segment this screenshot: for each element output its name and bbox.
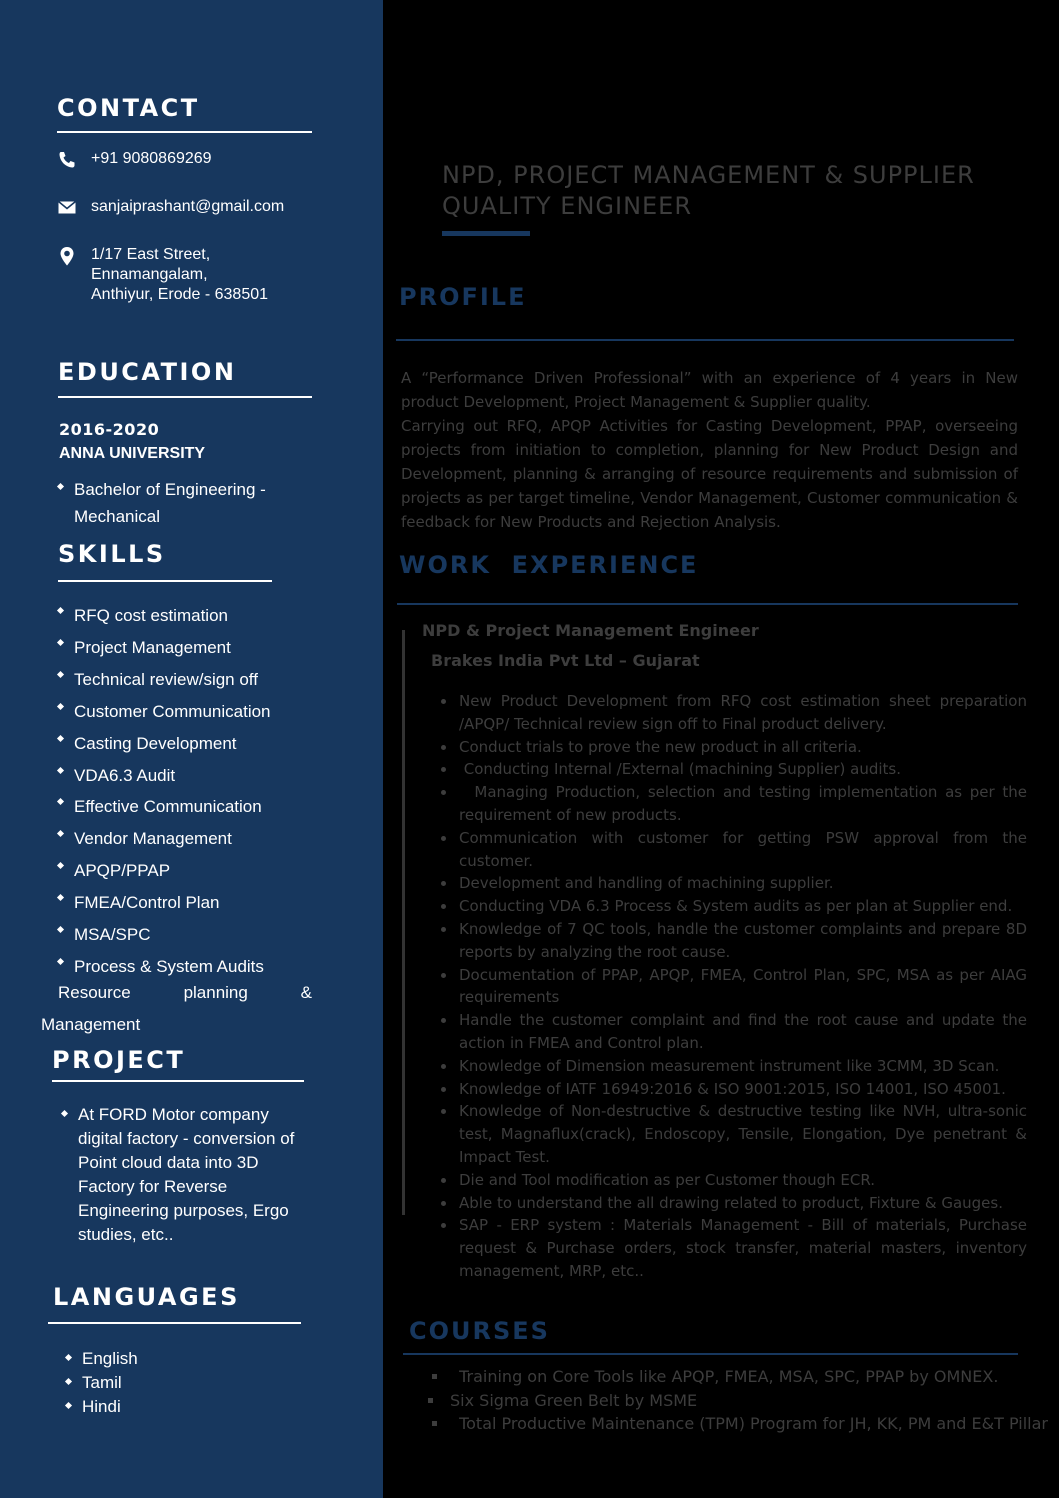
list-item: Managing Production, selection and testing implementation as per the requirement of new products. — [459, 781, 1027, 827]
languages-list — [82, 1347, 138, 1419]
title-accent-bar — [442, 231, 530, 236]
list-item: Conducting Internal /External (machining Supplier) audits. — [459, 758, 1027, 781]
project-line: Point cloud data into 3D — [78, 1153, 259, 1172]
list-item: SAP - ERP system : Materials Management - Bill of materials, Purchase request & Purchase orders, stock transfer, material masters, inventory management, MRP, etc.. — [459, 1214, 1027, 1282]
list-item: English — [82, 1347, 138, 1371]
list-item: Vendor Management — [74, 823, 271, 855]
job-title-line-2: QUALITY ENGINEER — [442, 192, 693, 220]
project-line: Factory for Reverse — [78, 1177, 228, 1196]
list-item: Development and handling of machining supplier. — [459, 872, 1027, 895]
skills-heading: SKILLS — [58, 540, 166, 568]
work-experience-rule — [397, 603, 1018, 605]
project-line: digital factory - conversion of — [78, 1129, 295, 1148]
experience-timeline-line — [402, 630, 405, 1215]
skills-rule — [58, 580, 272, 582]
education-institution: ANNA UNIVERSITY — [59, 445, 206, 462]
phone-icon — [57, 150, 77, 170]
project-rule — [52, 1080, 304, 1082]
list-item: Technical review/sign off — [74, 664, 271, 696]
list-item: Knowledge of Non-destructive & destructive testing like NVH, ultra-sonic test, Magnaflux(crack), Endoscopy, Tensile, Elongation, Dye penetrant & Impact Test. — [459, 1100, 1027, 1168]
list-item: Conduct trials to prove the new product in all criteria. — [459, 736, 1027, 759]
courses-rule — [403, 1353, 1018, 1355]
languages-rule — [48, 1322, 301, 1324]
project-line: Engineering purposes, Ergo — [78, 1201, 289, 1220]
job-title-line-1: NPD, PROJECT MANAGEMENT & SUPPLIER — [442, 161, 975, 189]
profile-paragraph: Carrying out RFQ, APQP Activities for Casting Development, PPAP, overseeing projects from initiation to completion, planning for New Product Design and Development, planning & arranging of resource requirements and submission of projects as per target timeline, Vendor Management, Customer communication & feedback for New Products and Rejection Analysis. — [401, 417, 1018, 531]
profile-text — [401, 366, 1018, 534]
job-role: NPD & Project Management Engineer — [422, 621, 759, 640]
skills-list — [74, 600, 271, 983]
degree-line-1: Bachelor of Engineering - — [74, 480, 266, 499]
email-address: sanjaiprashant@gmail.com — [91, 198, 285, 215]
list-item — [74, 476, 266, 530]
profile-rule — [396, 339, 1014, 341]
contact-email — [57, 197, 284, 218]
experience-list — [459, 690, 1032, 1283]
list-item: Training on Core Tools like APQP, FMEA, MSA, SPC, PPAP by OMNEX. — [432, 1365, 1059, 1389]
work-experience-heading: WORK EXPERIENCE — [399, 551, 699, 579]
company-name: Brakes India Pvt Ltd – Gujarat — [431, 651, 700, 670]
list-item: Conducting VDA 6.3 Process & System audits as per plan at Supplier end. — [459, 895, 1027, 918]
skills-extra-word: planning — [183, 983, 248, 1002]
list-item: Hindi — [82, 1395, 138, 1419]
list-item: Total Productive Maintenance (TPM) Program for JH, KK, PM and E&T Pillar — [432, 1412, 1059, 1436]
project-heading: PROJECT — [52, 1046, 186, 1074]
sidebar — [0, 0, 383, 1498]
list-item: Six Sigma Green Belt by MSME — [428, 1389, 1059, 1413]
project-list — [78, 1103, 294, 1247]
degree-line-2: Mechanical — [74, 507, 160, 526]
list-item: Documentation of PPAP, APQP, FMEA, Control Plan, SPC, MSA as per AIAG requirements — [459, 964, 1027, 1010]
courses-heading: COURSES — [409, 1317, 550, 1345]
list-item: RFQ cost estimation — [74, 600, 271, 632]
list-item: New Product Development from RFQ cost estimation sheet preparation /APQP/ Technical review sign off to Final product delivery. — [459, 690, 1027, 736]
contact-heading: CONTACT — [57, 94, 200, 122]
contact-address — [57, 245, 268, 305]
list-item: Effective Communication — [74, 791, 271, 823]
education-years: 2016-2020 — [59, 420, 160, 439]
list-item: Able to understand the all drawing related to product, Fixture & Gauges. — [459, 1192, 1027, 1215]
languages-heading: LANGUAGES — [53, 1283, 240, 1311]
mail-icon — [57, 198, 77, 218]
skills-extra-word: Resource — [58, 983, 131, 1002]
profile-heading: PROFILE — [399, 283, 527, 311]
profile-paragraph: A “Performance Driven Professional” with an experience of 4 years in New product Development, Project Management & Supplier quality. — [401, 369, 1018, 411]
list-item: Handle the customer complaint and find the root cause and update the action in FMEA and Control plan. — [459, 1009, 1027, 1055]
education-heading: EDUCATION — [58, 358, 237, 386]
list-item: Process & System Audits — [74, 951, 271, 983]
list-item: FMEA/Control Plan — [74, 887, 271, 919]
address-text: 1/17 East Street, Ennamangalam, Anthiyur, Erode - 638501 — [91, 246, 269, 303]
list-item: Knowledge of IATF 16949:2016 & ISO 9001:2015, ISO 14001, ISO 45001. — [459, 1078, 1027, 1101]
list-item: VDA6.3 Audit — [74, 760, 271, 792]
list-item: Casting Development — [74, 728, 271, 760]
list-item: Tamil — [82, 1371, 138, 1395]
list-item: Communication with customer for getting PSW approval from the customer. — [459, 827, 1027, 873]
courses-list — [432, 1365, 1059, 1436]
skills-extra-last: Management — [41, 1015, 141, 1034]
list-item: Knowledge of Dimension measurement instrument like 3CMM, 3D Scan. — [459, 1055, 1027, 1078]
list-item — [78, 1103, 294, 1247]
contact-phone — [57, 149, 212, 170]
contact-rule — [57, 131, 312, 133]
skills-extra-word: & — [300, 983, 312, 1002]
list-item: Customer Communication — [74, 696, 271, 728]
list-item: MSA/SPC — [74, 919, 271, 951]
list-item: Project Management — [74, 632, 271, 664]
education-rule — [58, 396, 312, 398]
list-item: Die and Tool modification as per Customer though ECR. — [459, 1169, 1027, 1192]
project-line: studies, etc.. — [78, 1225, 174, 1244]
job-title — [442, 160, 1022, 222]
education-list — [74, 476, 266, 530]
location-icon — [57, 246, 77, 266]
list-item: APQP/PPAP — [74, 855, 271, 887]
project-line: At FORD Motor company — [78, 1105, 269, 1124]
skills-extra-line — [58, 983, 312, 1003]
phone-number: +91 9080869269 — [91, 150, 212, 167]
list-item: Knowledge of 7 QC tools, handle the customer complaints and prepare 8D reports by analyzing the root cause. — [459, 918, 1027, 964]
